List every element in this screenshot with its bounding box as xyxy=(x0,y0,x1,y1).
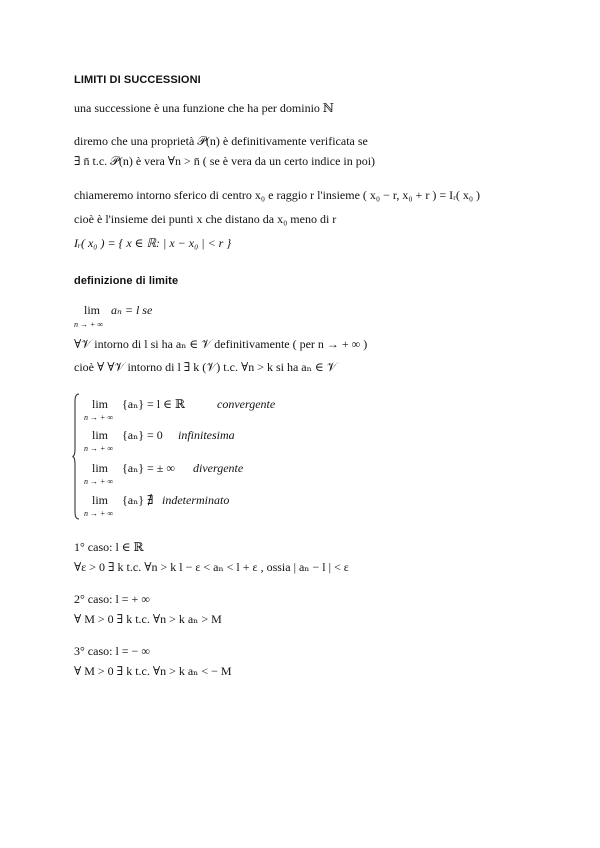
case-1-heading: 1° caso: l ∈ ℝ xyxy=(74,540,144,554)
intro-line-2: diremo che una proprietà 𝒫(n) è definitivamente verificata se xyxy=(74,134,368,148)
case-3-heading: 3° caso: l = − ∞ xyxy=(74,644,150,658)
case-subscript: n → + ∞ xyxy=(84,413,114,422)
case-expression: {aₙ} ∄ xyxy=(122,493,154,507)
lim-subscript: n → + ∞ xyxy=(74,320,104,329)
case-label: infinitesima xyxy=(178,428,235,442)
case-2-body: ∀ M > 0 ∃ k t.c. ∀n > k aₙ > M xyxy=(74,612,222,626)
case-expression: {aₙ} = 0 xyxy=(122,428,163,442)
definition-line-1: ∀𝒱 intorno di l si ha aₙ ∈ 𝒱 definitivamente ( per n → + ∞ ) xyxy=(74,337,368,351)
case-lim-operator: lim xyxy=(92,461,109,475)
intro-line-1: una successione è una funzione che ha per dominio ℕ xyxy=(74,101,334,115)
intro-line-6: Iᵣ( x₀ ) = { x ∈ ℝ: | x − x₀ | < r } xyxy=(74,236,232,250)
case-expression: {aₙ} = ± ∞ xyxy=(122,461,175,475)
lim-operator: lim xyxy=(84,303,101,317)
case-subscript: n → + ∞ xyxy=(84,509,114,518)
intro-line-3: ∃ n̄ t.c. 𝒫(n) è vera ∀n > n̄ ( se è vera da un certo indice in poi) xyxy=(74,154,376,168)
case-1-body: ∀ε > 0 ∃ k t.c. ∀n > k l − ε < aₙ < l + ε , ossia | aₙ − l | < ε xyxy=(74,560,349,574)
case-subscript: n → + ∞ xyxy=(84,444,114,453)
definition-line-2: cioè ∀ ∀𝒱 intorno di l ∃ k (𝒱) t.c. ∀n > k si ha aₙ ∈ 𝒱 xyxy=(74,360,337,374)
case-lim-operator: lim xyxy=(92,397,109,411)
intro-line-4: chiameremo intorno sferico di centro x₀ e raggio r l'insieme ( x₀ − r, x₀ + r ) = Iᵣ( x₀ ) xyxy=(74,188,481,202)
case-expression: {aₙ} = l ∈ ℝ xyxy=(122,397,185,411)
case-label: indeterminato xyxy=(162,493,230,507)
case-2-heading: 2° caso: l = + ∞ xyxy=(74,592,150,606)
case-lim-operator: lim xyxy=(92,493,109,507)
case-lim-operator: lim xyxy=(92,428,109,442)
case-subscript: n → + ∞ xyxy=(84,477,114,486)
case-label: divergente xyxy=(193,461,244,475)
intro-line-5: cioè è l'insieme dei punti x che distano da x₀ meno di r xyxy=(74,212,337,226)
page-title: LIMITI DI SUCCESSIONI xyxy=(74,74,201,86)
system-brace xyxy=(72,393,80,520)
case-3-body: ∀ M > 0 ∃ k t.c. ∀n > k aₙ < − M xyxy=(74,664,232,678)
definition-heading: definizione di limite xyxy=(74,275,179,287)
case-label: convergente xyxy=(217,397,276,411)
lim-expression: aₙ = l se xyxy=(111,303,153,317)
